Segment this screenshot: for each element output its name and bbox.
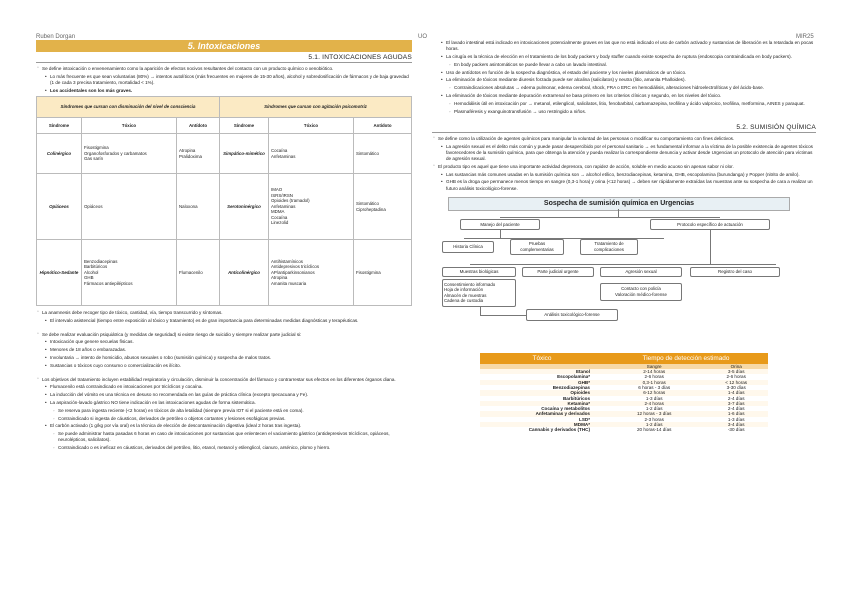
table-cell: IMAO ISRS/IRSN Opioides (tramadol) Anfetaminas MDMA Cocaína Linezolid bbox=[269, 174, 354, 240]
table-cell: 2-6 horas bbox=[726, 374, 746, 380]
table-cell: < 12 horas bbox=[704, 380, 768, 385]
table-cell: Cocaína y metabolitos bbox=[541, 406, 590, 412]
list-item: • El lavado intestinal está indicado en intoxicaciones potencialmente graves en las que no está indicado el uso de carbón activado y sustancias de liberación es la retardada en pocas horas. bbox=[432, 40, 816, 52]
table-cell: 12 horas - 3 días bbox=[604, 411, 704, 416]
chapter-title: 5. Intoxicaciones bbox=[36, 40, 412, 52]
table-row bbox=[480, 427, 768, 432]
column-header: Antídoto bbox=[177, 118, 220, 134]
table-cell: 0,3-1 horas bbox=[604, 380, 704, 385]
flow-box-agresion: Agresión sexual bbox=[600, 267, 682, 277]
flow-box-analisis: Análisis toxicológico-forense bbox=[526, 309, 618, 321]
list-item: • Flumacenilo está contraindicado en intoxicaciones por tricíclicos y cocaína. bbox=[36, 384, 412, 390]
sub-list-item: ◦ Se puede administrar hasta pasadas 6 horas en caso de intoxicaciones por sustancias que enlentecen el vaciamiento gástrico (antidepresivos tricíclicos, opiáceos, neurolépticos, salicilatos). bbox=[36, 431, 412, 443]
paragraph: ° El producto tipo es aquel que tiene una importante actividad depresora, con rapidez de acción, soluble en medio acuoso sin apenas sabor ni olor. bbox=[432, 164, 816, 170]
flow-box-muestras-detail: Consentimiento informado Hoja de información Almacén de muestras Cadena de custodia bbox=[442, 279, 516, 307]
table-header: Síndromes que cursan con agitación psicomotriz bbox=[220, 97, 412, 118]
flow-diagram bbox=[440, 197, 810, 347]
table-cell: Antihistamínicos Antidepresivos tricíclicos AP/antiparkinsonianos Atropina Amanita muscaria bbox=[269, 240, 354, 306]
table-cell: 3-5 días bbox=[704, 369, 768, 374]
detection-table bbox=[480, 353, 768, 433]
table-cell: 2-4 horas bbox=[604, 401, 704, 406]
flow-box-muestras: Muestras biológicas bbox=[442, 267, 516, 277]
flow-box-manejo: Manejo del paciente bbox=[460, 219, 540, 230]
paragraph: ° Se debe realizar evaluación psiquiátrica (y medidas de seguridad) si existe riesgo de suicidio y siempre realizar parte judicial si: bbox=[36, 332, 412, 338]
list-item: • Menores de 18 años o embarazadas. bbox=[36, 347, 412, 353]
column-header: Tóxico bbox=[82, 118, 177, 134]
sub-list-item: ◦ En body packers asintomáticos se puede llevar a cabo un lavado intestinal. bbox=[432, 62, 816, 68]
table-cell: Fisostigmina Organofosforados y carbamatos Gas sarín bbox=[82, 134, 177, 174]
author-header: Ruben Dorgan bbox=[36, 34, 76, 40]
list-item: • La eliminación de tóxicos mediante depuración extrarrenal se basa primero en los criterios clínicos y segundo, en los niveles del tóxico. bbox=[432, 93, 816, 99]
table-row bbox=[37, 174, 412, 240]
table-cell: Escopolamina* bbox=[557, 374, 590, 380]
list-item: • Uso de antídotos en función de la sospecha diagnóstica, el estado del paciente y los niveles plasmáticos de un tóxico. bbox=[432, 70, 816, 76]
list-item: • GHB es la droga que permanece menos tiempo en sangre (0,3-1 hora) y orina (<12 horas) → deben ser rápidamente extraídas las muestras ante su sospecha de cara a realizar un futuro análisis toxicológico-forense. bbox=[432, 179, 816, 191]
list-item: • La eliminación de tóxicos mediante diuresis forzada puede ser alcalina (salicilatos) y neutra (litio, amanita Phalloides). bbox=[432, 77, 816, 83]
flow-box-historia: Historia Clínica bbox=[442, 241, 494, 253]
table-cell: LSD* bbox=[579, 416, 590, 422]
list-item: • Intoxicación que genere secuelas físicas. bbox=[36, 339, 412, 345]
list-item: • Involuntaria → intento de homicidio, abusos sexuales o robo (sumisión química) y sospecha de malos tratos. bbox=[36, 355, 412, 361]
left-page bbox=[36, 40, 412, 453]
table-cell: 20 horas-14 días bbox=[636, 427, 672, 433]
list-item: • Las sustancias más comunes usadas en la sumisión química son → alcohol etílico, benzodiacepinas, ketamina, GHB, escopolamina (burundanga) y Popper (nitrito de amilo). bbox=[432, 172, 816, 178]
flow-box-pruebas: Pruebas complementarias bbox=[510, 239, 564, 255]
flow-box-parte: Parte judicial urgente bbox=[522, 267, 594, 277]
table-cell: Cannabis y derivados (THC) bbox=[528, 427, 590, 433]
table-cell: Colinérgico bbox=[37, 134, 82, 174]
sub-list-item: ◦ Hemodiálisis útil en intoxicación por → metanol, etilenglicol, salicilatos, litio, fenobarbital, carbamazepina, teofilina y ácido valproico, teofilina, metformina, AINES y paraquat. bbox=[432, 101, 816, 107]
table-cell: 1-3 días bbox=[727, 416, 745, 422]
list-item: • La aspiración-lavado gástrico NO tiene indicación en las intoxicaciones agudas de forma sistemática. bbox=[36, 400, 412, 406]
list-item: • Los accidentales son los más graves. bbox=[36, 88, 412, 94]
table-cell: Naloxona bbox=[177, 174, 220, 240]
list-item: • La cirugía es la técnica de elección en el tratamiento de los body packers y body stuffer cuando existe sospecha de ruptura (endoscopia contraindicada en body packers). bbox=[432, 54, 816, 60]
table-cell: 3-30 días bbox=[726, 384, 746, 390]
table-row bbox=[37, 134, 412, 174]
list-item: • El intervalo asistencial (tiempo entre exposición al tóxico y tratamiento) es de gran importancia para determinadas medidas diagnósticas y terapéuticas. bbox=[36, 318, 412, 324]
list-item: • La inducción del vómito es una técnica en desuso no recomendada en las guías de práctica clínica (excepto Ipecacuana y Fe). bbox=[36, 392, 412, 398]
column-header: Síndrome bbox=[37, 118, 82, 134]
table-cell: Benzodiazepinas bbox=[552, 384, 590, 390]
list-item: • El carbón activado (1 g/kg por vía oral) es la técnica de elección de descontaminación digestiva (ideal 2 horas tras ingesta). bbox=[36, 423, 412, 429]
table-header: Síndromes que cursan con disminución del nivel de consciencia bbox=[37, 97, 220, 118]
flow-box-tratamiento: Tratamiento de complicaciones bbox=[580, 239, 638, 255]
syndromes-table bbox=[36, 96, 412, 306]
sub-list-item: ◦ Contraindicado si ingesta de cáusticos, derivados de petróleo o objetos cortantes y lesiones esofágicas previas. bbox=[36, 416, 412, 422]
list-item: • La agresión sexual es el delito más común y puede pasar desapercibido por el personal sanitario → es fundamental informar a la víctima de la posible existencia de agentes tóxicos favorecedores de la sumisión química, para que obtenga la atención y pueda realizar la correspondiente denuncia y activar desde Urgencias un protocolo de atención para víctimas de agresión sexual. bbox=[432, 144, 816, 163]
table-cell: Anfetaminas y derivados bbox=[480, 411, 604, 416]
sub-list-item: ◦ Contraindicaciones absolutas → edema pulmonar, edema cerebral, shock, FRA o ERC en hemodiálisis, alteraciones hidroelectrolíticas y del ácido-base. bbox=[432, 85, 816, 91]
table-cell: Flumacenilo bbox=[177, 240, 220, 306]
flow-box-protocolo: Protocolo específico de actuación bbox=[650, 219, 770, 230]
paragraph: ° Se define intoxicación o envenenamiento como la aparición de efectos nocivos resultantes del contacto con un producto químico o xenobiótico. bbox=[36, 66, 412, 72]
table-cell: Opiáceos bbox=[82, 174, 177, 240]
table-cell: -30 días bbox=[727, 427, 745, 433]
table-cell: Cocaína Anfetaminas bbox=[269, 134, 354, 174]
course-header: MIR25 bbox=[796, 34, 814, 40]
flow-box-registro: Registro del caso bbox=[690, 267, 780, 277]
table-cell: 1-2 días bbox=[604, 422, 704, 427]
table-cell: Ketamina* bbox=[480, 401, 604, 406]
table-cell: Opioides bbox=[480, 390, 604, 395]
flow-title: Sospecha de sumisión química en Urgencias bbox=[448, 197, 790, 211]
table-cell: Serotoninérgico bbox=[220, 174, 269, 240]
table-cell: Benzodiacepinas Barbitúricos Alcohol GHB Fármacos antiepilépticos bbox=[82, 240, 177, 306]
column-header: Tóxico bbox=[269, 118, 354, 134]
table-cell: 3-7 días bbox=[704, 401, 768, 406]
list-item: • Lo más frecuente es que sean voluntarias (80%) → intentos autolíticos (más frecuentes en mujeres de 15-30 años), alcohol y sobredosificación de fármacos y de baja gravedad (1 de cada 3 precisa tratamiento, mortalidad < 1%). bbox=[36, 74, 412, 86]
sub-list-item: ◦ Plasmaféresis y exanguinotransfusión → uso restringido a niños. bbox=[432, 109, 816, 115]
table-cell: Opiáceos bbox=[37, 174, 82, 240]
paragraph: ° La anamnesis debe recoger tipo de tóxico, cantidad, vía, tiempo transcurrido y síntomas. bbox=[36, 310, 412, 316]
table-cell: Anticolinérgico bbox=[220, 240, 269, 306]
table-cell: 2-3 horas bbox=[644, 416, 664, 422]
table-cell: Sintomático Ciproheptadina bbox=[354, 174, 412, 240]
right-page bbox=[432, 40, 816, 433]
table-cell: Etanol bbox=[480, 369, 604, 374]
page-code: UO bbox=[418, 34, 427, 40]
table-cell: 3-4 días bbox=[704, 422, 768, 427]
sub-list-item: ◦ Contraindicado o es ineficaz en cáusticos, derivados del petróleo, litio, etanol, metanol y etilenglicol, cianuro, arsénico, plomo y hierro. bbox=[36, 445, 412, 451]
table-cell: 2-4 días bbox=[727, 406, 745, 412]
flow-box-agresion-detail: Contacto con policía Valoración médico-forense bbox=[600, 283, 682, 301]
table-cell: GHB* bbox=[480, 380, 604, 385]
table-cell: 1-6 días bbox=[704, 411, 768, 416]
table-cell: 2-6 horas bbox=[644, 374, 664, 380]
table-row bbox=[37, 240, 412, 306]
table-cell: Sintomático bbox=[354, 134, 412, 174]
table-cell: Atropina Pralidoxima bbox=[177, 134, 220, 174]
table-cell: Hipnótico-Sedante bbox=[37, 240, 82, 306]
section-heading-acute: 5.1. INTOXICACIONES AGUDAS bbox=[36, 53, 412, 63]
table-cell: 6 horas - 3 días bbox=[638, 384, 671, 390]
sub-list-item: ◦ Se reserva para ingesta reciente (<2 horas) en tóxicos de alta letalidad (siempre previa IOT si el paciente está en coma). bbox=[36, 408, 412, 414]
column-subheader: Orina bbox=[704, 364, 768, 369]
table-cell: 6-12 horas bbox=[604, 390, 704, 395]
column-header: Tiempo de detección estimado bbox=[604, 353, 768, 364]
paragraph: ° Los objetivos del tratamiento incluyen estabilidad respiratoria y circulación, disminuir la concentración del fármaco y contrarrestar sus efectos en los diferentes órganos diana. bbox=[36, 377, 412, 383]
table-cell: 1-3 días bbox=[645, 395, 663, 401]
list-item: • Sustancias o tóxicos cuyo consumo o comercialización es ilícito. bbox=[36, 363, 412, 369]
column-header: Síndrome bbox=[220, 118, 269, 134]
table-cell: Barbitúricos bbox=[562, 395, 590, 401]
paragraph: ° Se define como la utilización de agentes químicos para manipular la voluntad de las personas o modificar su comportamiento con fines delictivos. bbox=[432, 136, 816, 142]
section-heading-chemical: 5.2. SUMISIÓN QUÍMICA bbox=[432, 123, 816, 133]
column-header: Tóxico bbox=[480, 353, 604, 364]
column-subheader: Sangre bbox=[604, 364, 704, 369]
table-cell: 1-4 días bbox=[704, 390, 768, 395]
table-cell: MDMA* bbox=[480, 422, 604, 427]
column-header: Antídoto bbox=[354, 118, 412, 134]
table-cell: Fisostigmina bbox=[354, 240, 412, 306]
table-cell: 2-4 días bbox=[727, 395, 745, 401]
table-cell: Simpático-mimético bbox=[220, 134, 269, 174]
table-cell: 2-14 horas bbox=[604, 369, 704, 374]
table-cell: 1-2 días bbox=[645, 406, 663, 412]
